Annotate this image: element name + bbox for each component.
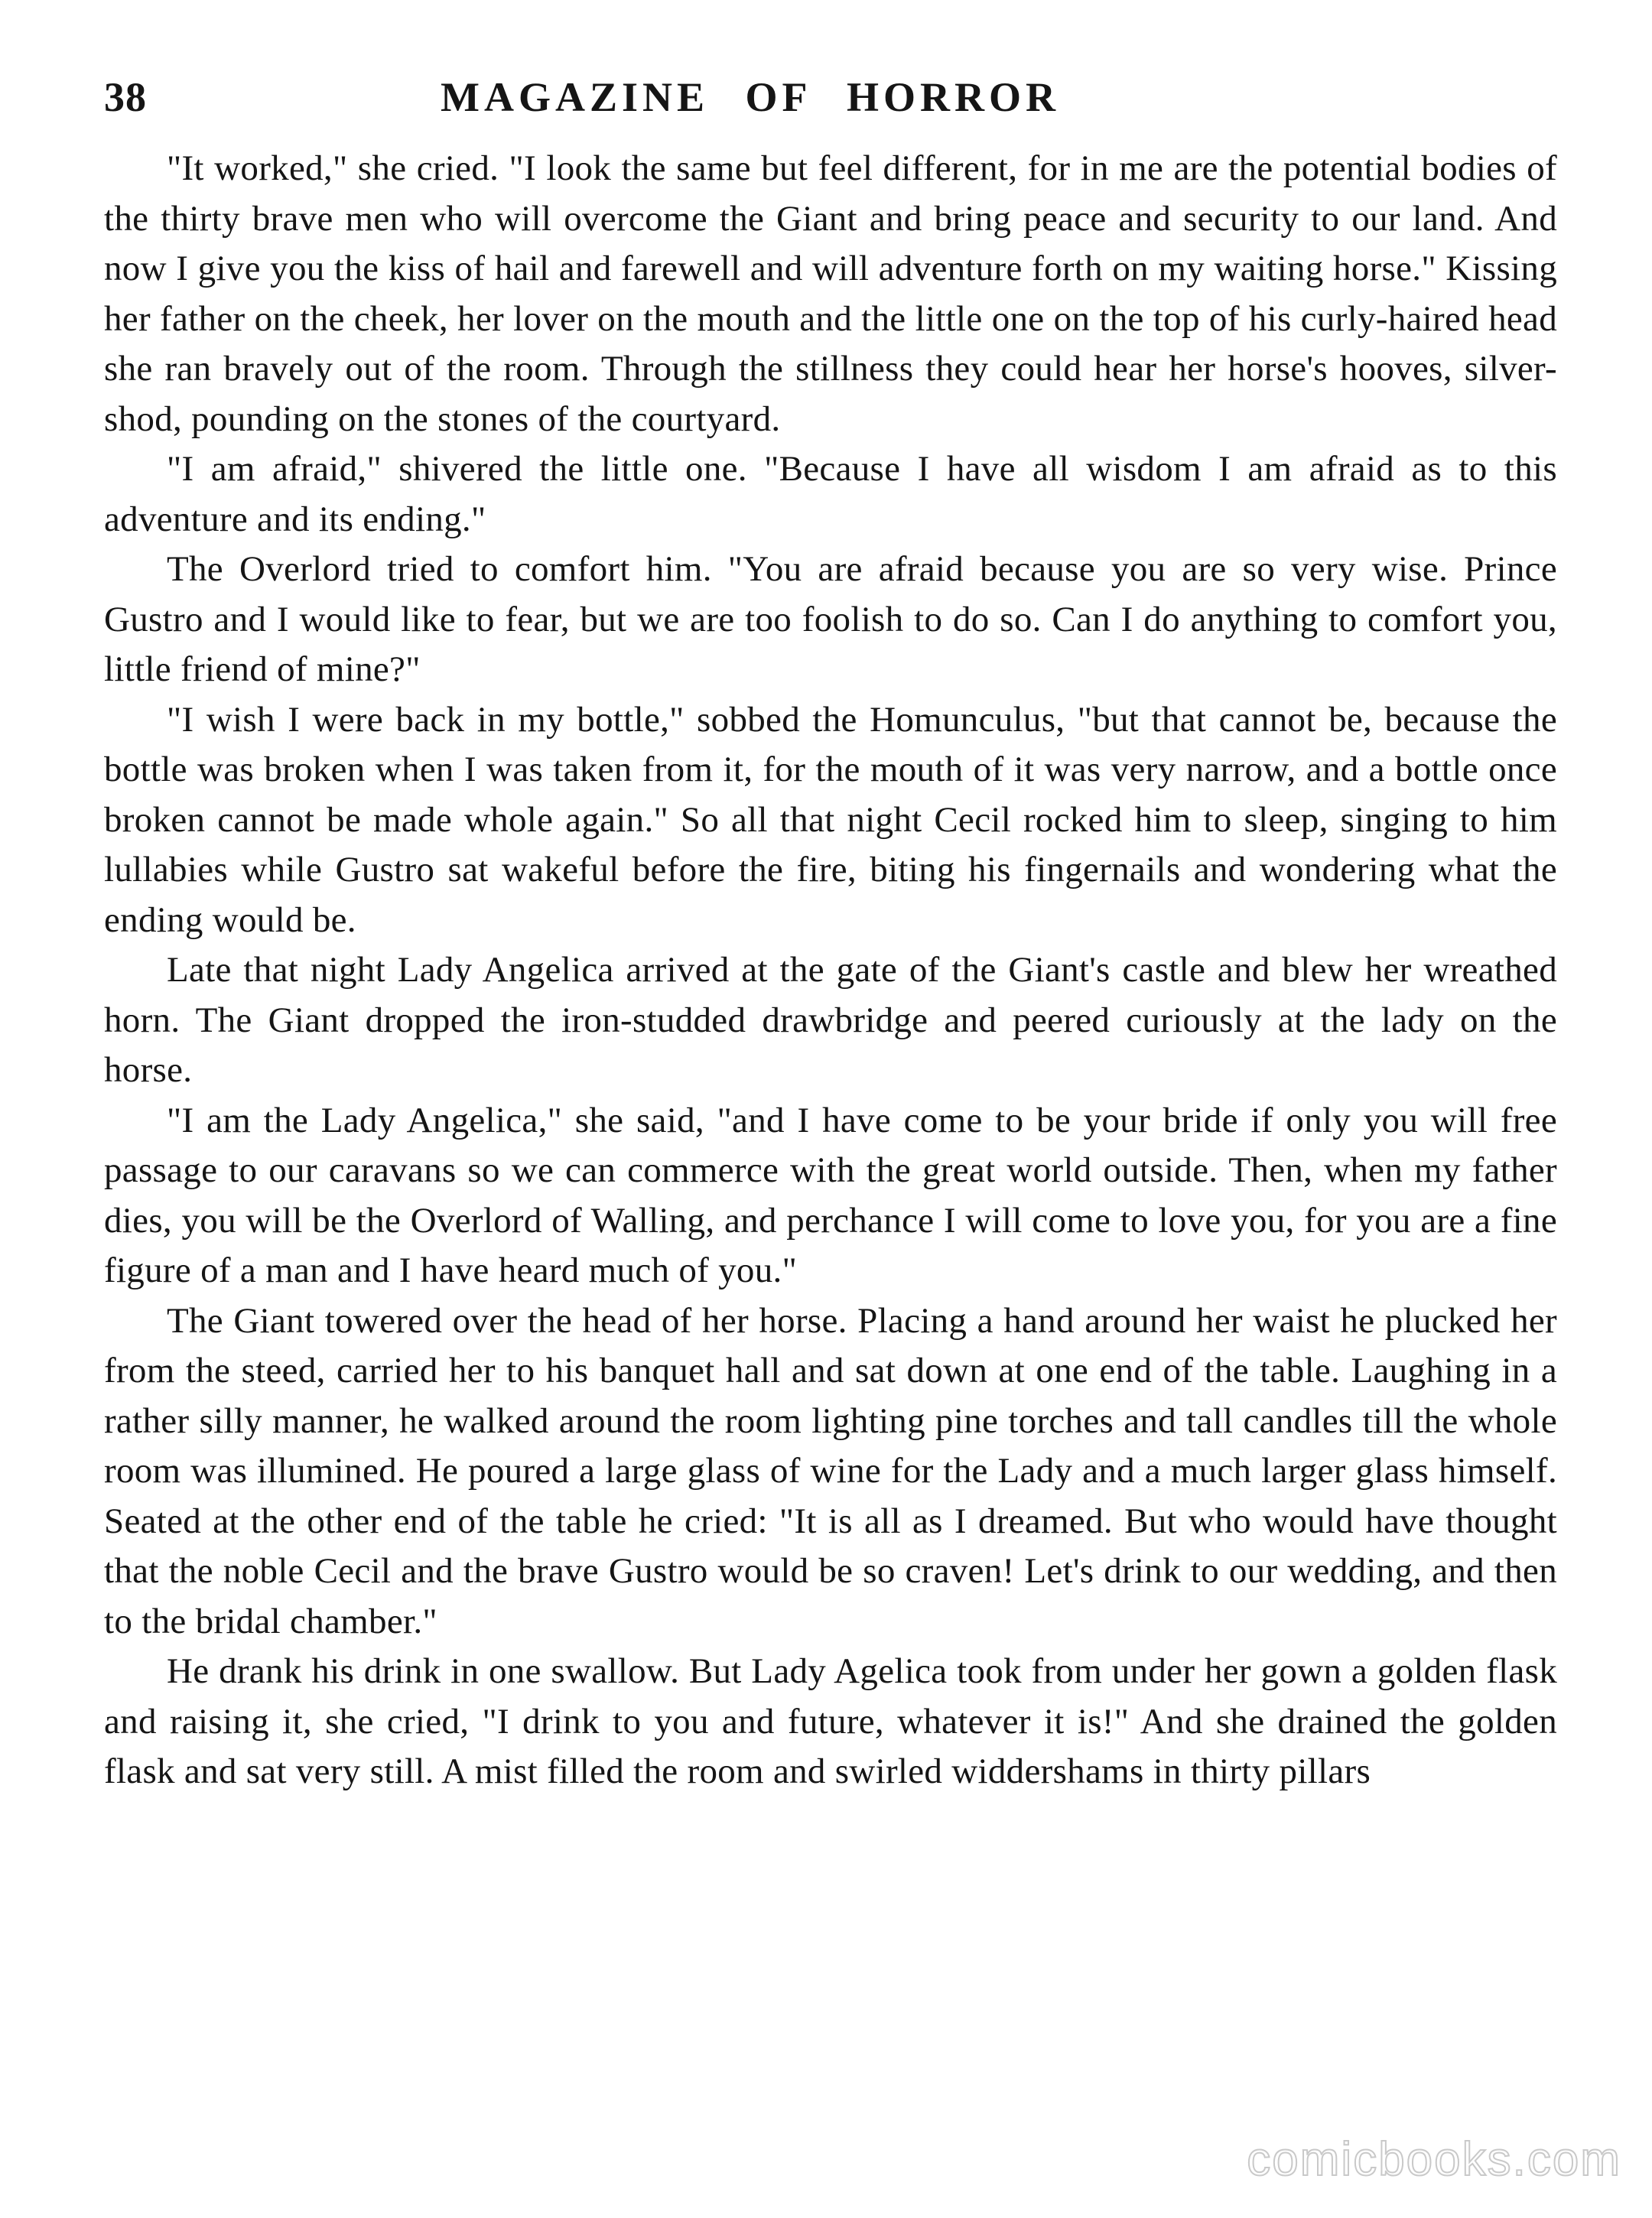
paragraph: The Giant towered over the head of her horse. Placing a hand around her waist he plucked her from the steed, carried her to his banquet hall and sat down at one end of the table. Laughing in a rather silly manner, he walked around the room lighting pine torches and tall candles till the whole room was illumined. He poured a large glass of wine for the Lady and a much larger glass himself. Seated at the other end of the table he cried: "It is all as I dreamed. But who would have thought that the noble Cecil and the brave Gustro would be so craven! Let's drink to our wedding, and then to the bridal chamber." <box>104 1300 1557 1641</box>
running-head: MAGAZINE OF HORROR <box>441 74 1060 120</box>
paragraph: Late that night Lady Angelica arrived at the gate of the Giant's castle and blew her wreathed horn. The Giant dropped the iron-studded drawbridge and peered curiously at the lady on the horse. <box>104 950 1557 1090</box>
page-number: 38 <box>104 74 147 120</box>
paragraph: "I am afraid," shivered the little one. "Because I have all wisdom I am afraid as to this adventure and its ending." <box>104 449 1557 539</box>
paragraph: "I am the Lady Angelica," she said, "and I have come to be your bride if only you will free passage to our caravans so we can commerce with the great world outside. Then, when my father dies, you will be the Overlord of Walling, and perchance I will come to love you, for you are a fine figure of a man and I have heard much of you." <box>104 1100 1557 1290</box>
paragraph: The Overlord tried to comfort him. "You are afraid because you are so very wise. Prince Gustro and I would like to fear, but we are too foolish to do so. Can I do anything to comfort you, little friend of mine?" <box>104 549 1557 689</box>
paragraph: "It worked," she cried. "I look the same but feel different, for in me are the potential bodies of the thirty brave men who will overcome the Giant and bring peace and security to our land. And now I give you the kiss of hail and farewell and will adventure forth on my waiting horse." Kissing her father on the cheek, her lover on the mouth and the little one on the top of his curly-haired head she ran bravely out of the room. Through the stillness they could hear her horse's hooves, silver-shod, pounding on the stones of the courtyard. <box>104 148 1557 439</box>
page-header <box>104 70 1557 132</box>
watermark: comicbooks.com <box>1247 2133 1621 2186</box>
story-text <box>104 144 1557 1797</box>
paragraph: "I wish I were back in my bottle," sobbed the Homunculus, "but that cannot be, because the bottle was broken when I was taken from it, for the mouth of it was very narrow, and a bottle once broken cannot be made whole again." So all that night Cecil rocked him to sleep, singing to him lullabies while Gustro sat wakeful before the fire, biting his fingernails and wondering what the ending would be. <box>104 699 1557 940</box>
paragraph: He drank his drink in one swallow. But Lady Agelica took from under her gown a golden flask and raising it, she cried, "I drink to you and future, whatever it is!" And she drained the golden flask and sat very still. A mist filled the room and swirled widdershams in thirty pillars <box>104 1651 1557 1791</box>
